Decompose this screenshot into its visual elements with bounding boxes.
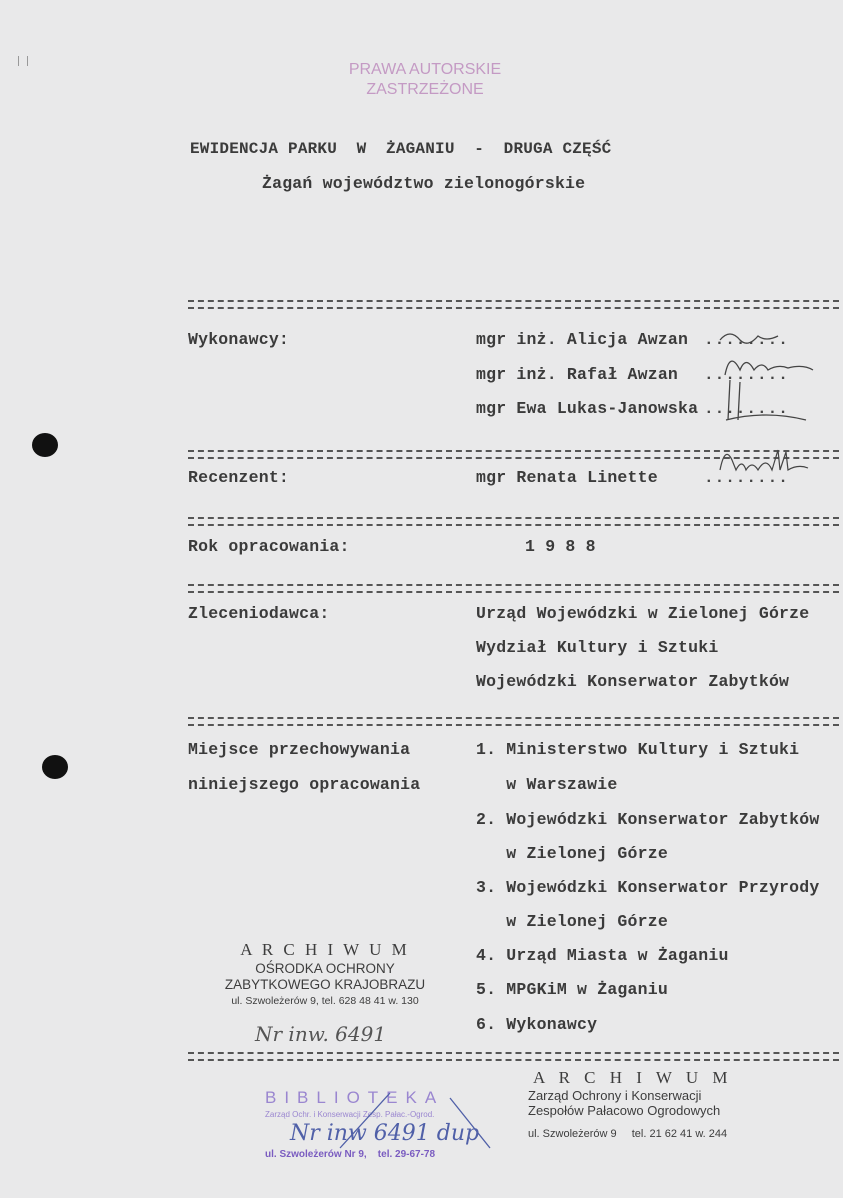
inventory-number-handwritten: Nr inw. 6491 (255, 1022, 387, 1046)
zleceniodawca-line: Urząd Wojewódzki w Zielonej Górze (476, 604, 810, 623)
archiwum2-title: A R C H I W U M (533, 1068, 733, 1087)
archiwum2-phone: tel. 21 62 41 w. 244 (631, 1128, 728, 1140)
recenzent-label: Recenzent: (188, 468, 290, 487)
margin-mark (18, 56, 28, 66)
miejsce-label: niniejszego opracowania (188, 775, 421, 794)
biblioteka-stamp-line: Zarząd Ochr. i Konserwacji Zesp. Pałac.-Ogrod. (265, 1110, 435, 1120)
miejsce-line: w Warszawie (476, 775, 618, 794)
miejsce-line: w Zielonej Górze (476, 844, 668, 863)
cross-out-mark (330, 1088, 510, 1158)
recenzent-name: mgr Renata Linette (476, 468, 658, 487)
biblioteka-stamp-title: BIBLIOTEKA (265, 1088, 445, 1107)
signature-line: ........ (704, 366, 789, 384)
divider (188, 584, 839, 593)
signature-marks (700, 320, 840, 430)
rok-value: 1 9 8 8 (525, 537, 596, 556)
zleceniodawca-line: Wydział Kultury i Sztuki (476, 638, 719, 657)
archiwum2-line: Zarząd Ochrony i Konserwacji (528, 1088, 702, 1103)
wykonawca-name: mgr Ewa Lukas-Janowska (476, 399, 699, 418)
archiwum-stamp-line: OŚRODKA OCHRONY (255, 960, 395, 976)
signature-line: ........ (704, 400, 789, 418)
signature-linette (715, 440, 825, 480)
zleceniodawca-line: Wojewódzki Konserwator Zabytków (476, 672, 790, 691)
archiwum2-address (528, 1128, 758, 1140)
archiwum-stamp (210, 940, 440, 1007)
page-title: EWIDENCJA PARKU W ŻAGANIU - DRUGA CZĘŚĆ (190, 140, 612, 158)
miejsce-line: 5. MPGKiM w Żaganiu (476, 980, 668, 999)
divider (188, 300, 839, 309)
miejsce-line: 4. Urząd Miasta w Żaganiu (476, 946, 729, 965)
archiwum2-line: Zespołów Pałacowo Ogrodowych (528, 1103, 721, 1118)
miejsce-line: 2. Wojewódzki Konserwator Zabytków (476, 810, 820, 829)
punch-hole (42, 755, 68, 779)
inventory-number-handwritten: Nr inw 6491 dup (290, 1120, 480, 1146)
page-subtitle: Żagań województwo zielonogórskie (262, 174, 586, 193)
wykonawca-name: mgr inż. Rafał Awzan (476, 365, 679, 384)
miejsce-line: 3. Wojewódzki Konserwator Przyrody (476, 878, 820, 897)
copyright-stamp (330, 60, 520, 100)
signature-line: ........ (704, 331, 789, 349)
divider (188, 1052, 839, 1061)
biblioteka-stamp-line: ul. Szwoleżerów Nr 9, tel. 29-67-78 (265, 1148, 436, 1160)
wykonawca-name: mgr inż. Alicja Awzan (476, 330, 689, 349)
archiwum-stamp-title: A R C H I W U M (240, 940, 410, 959)
archiwum-stamp-line: ul. Szwoleżerów 9, tel. 628 48 41 w. 130 (231, 994, 419, 1007)
archiwum-stamp-2 (528, 1068, 758, 1140)
copyright-stamp-line2: ZASTRZEŻONE (366, 81, 484, 98)
wykonawcy-label: Wykonawcy: (188, 330, 290, 349)
miejsce-line: w Zielonej Górze (476, 912, 668, 931)
divider (188, 717, 839, 726)
copyright-stamp-line1: PRAWA AUTORSKIE (348, 61, 502, 78)
miejsce-label: Miejsce przechowywania (188, 740, 411, 759)
signature-line: ........ (704, 469, 789, 487)
divider (188, 517, 839, 526)
zleceniodawca-label: Zleceniodawca: (188, 604, 330, 623)
archiwum-stamp-line: ZABYTKOWEGO KRAJOBRAZU (224, 977, 426, 993)
miejsce-line: 1. Ministerstwo Kultury i Sztuki (476, 740, 800, 759)
archiwum2-street: ul. Szwoleżerów 9 (528, 1128, 617, 1140)
rok-label: Rok opracowania: (188, 537, 350, 556)
miejsce-line: 6. Wykonawcy (476, 1015, 598, 1034)
punch-hole (32, 433, 58, 457)
